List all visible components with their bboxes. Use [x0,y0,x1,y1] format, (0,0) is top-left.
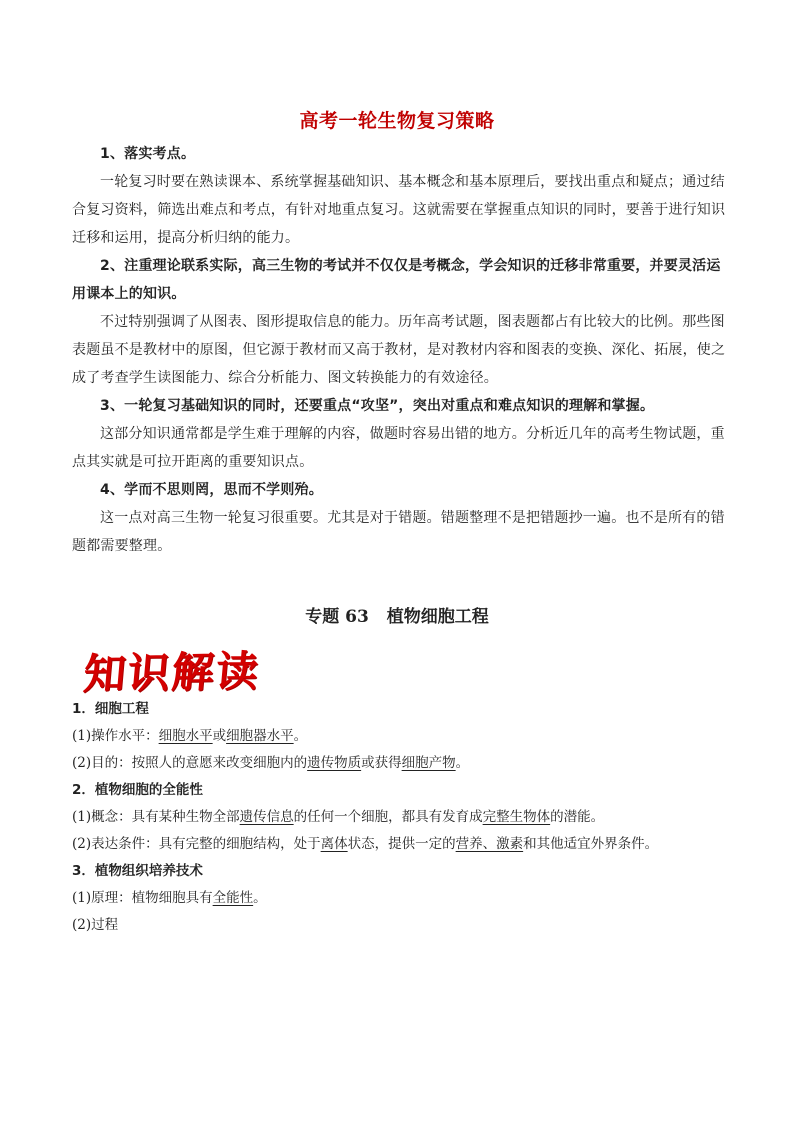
underlined-term: 遗传信息 [239,809,294,825]
knowledge-banner: 知识解读 [81,646,263,699]
knowledge-line: (1)概念：具有某种生物全部遗传信息的任何一个细胞，都具有发育成完整生物体的潜能。 [72,809,605,825]
knowledge-line: (1)操作水平：细胞水平或细胞器水平。 [72,728,308,744]
strategy-body-1: 一轮复习时要在熟读课本、系统掌握基础知识、基本概念和基本原理后，要找出重点和疑点；通过结合复习资料，筛选出难点和考点，有针对地重点复习。这就需要在掌握重点知识的同时，要善于进行知识迁移和运用，提高分析归纳的能力。 [72,174,726,246]
knowledge-line: (2)表达条件：具有完整的细胞结构，处于离体状态，提供一定的营养、激素和其他适宜外界条件。 [72,836,659,852]
strategy-heading-4: 4、学而不思则罔，思而不学则殆。 [100,482,323,498]
knowledge-line: (2)目的：按照人的意愿来改变细胞内的遗传物质或获得细胞产物。 [72,755,470,771]
knowledge-section [72,696,722,939]
strategy-section [72,140,730,560]
strategy-body-2: 不过特别强调了从图表、图形提取信息的能力。历年高考试题，图表题都占有比较大的比例。那些图表题虽不是教材中的原图，但它源于教材而又高于教材，是对教材内容和图表的变换、深化、拓展，使之成了考查学生读图能力、综合分析能力、图文转换能力的有效途径。 [72,314,726,386]
underlined-term: 完整生物体 [482,809,551,825]
knowledge-line: (1)原理：植物细胞具有全能性。 [72,890,267,906]
underlined-term: 遗传物质 [307,755,362,771]
knowledge-line: (2)过程 [72,917,119,933]
section-title-totipotency: 2．植物细胞的全能性 [72,782,203,798]
strategy-body-4: 这一点对高三生物一轮复习很重要。尤其是对于错题。错题整理不是把错题抄一遍。也不是所有的错题都需要整理。 [72,510,725,554]
document-title: 高考一轮生物复习策略 [299,110,495,132]
topic-name: 植物细胞工程 [386,607,489,627]
strategy-heading-3: 3、一轮复习基础知识的同时，还要重点“攻坚”，突出对重点和难点知识的理解和掌握。 [100,398,655,414]
underlined-term: 细胞水平 [158,728,213,744]
strategy-heading-2: 2、注重理论联系实际，高三生物的考试并不仅仅是考概念，学会知识的迁移非常重要，并要灵活运用课本上的知识。 [72,258,721,302]
underlined-term: 营养、激素 [455,836,524,852]
topic-title [0,602,794,627]
strategy-heading-1: 1、落实考点。 [100,146,196,162]
underlined-term: 细胞器水平 [226,728,294,744]
underlined-term: 细胞产物 [401,755,456,771]
topic-number: 专题 63 [305,607,369,627]
strategy-body-3: 这部分知识通常都是学生难于理解的内容，做题时容易出错的地方。分析近几年的高考生物试题，重点其实就是可拉开距离的重要知识点。 [72,426,725,470]
underlined-term: 全能性 [212,890,254,906]
underlined-term: 离体 [320,836,348,852]
section-title-tissue-culture: 3．植物组织培养技术 [72,863,203,879]
section-title-cell-engineering: 1．细胞工程 [72,701,149,717]
